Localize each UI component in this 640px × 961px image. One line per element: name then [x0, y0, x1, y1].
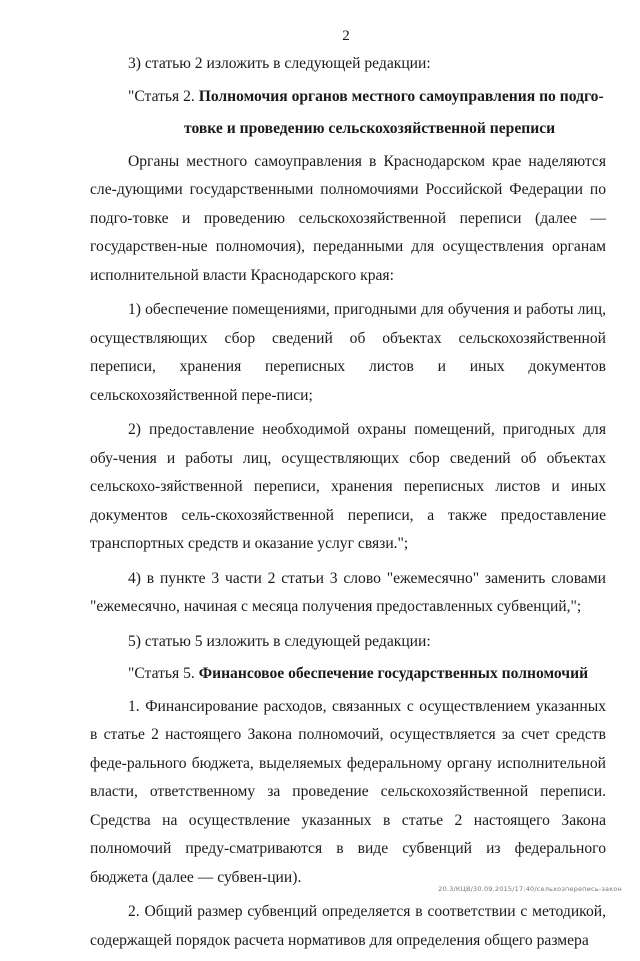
- article-5-prefix: "Статья 5.: [128, 665, 199, 682]
- paragraph-amendment-5: 5) статью 5 изложить в следующей редакции:: [128, 632, 431, 650]
- document-body: [90, 50, 606, 961]
- page-number: 2: [342, 28, 350, 44]
- list-item-2: 2) предоставление необходимой охраны помещений, пригодных для обу-чения и работы лиц, осуществляющих сбор сведений об объектах сельскохо-зяйственной переписи, хранения переписных листов и иных документов сель-скохозяйственной переписи, а также предоставление транспортных средств и оказание услуг связи.";: [90, 421, 606, 552]
- paragraph-amendment-4: 4) в пункте 3 части 2 статьи 3 слово "ежемесячно" заменить словами "ежемесячно, начиная с месяца получения предоставленных субвенций,";: [90, 569, 606, 615]
- article-2-title-line2: товке и проведению сельскохозяйственной переписи: [184, 120, 556, 137]
- article-2-title-line1: Полномочия органов местного самоуправления по подго-: [198, 87, 604, 105]
- article-2-prefix: "Статья 2.: [128, 87, 199, 105]
- paragraph-article-5-part-1: 1. Финансирование расходов, связанных с осуществлением указанных в статье 2 настоящего Закона полномочий, осуществляется за счет средств феде-рального бюджета, выделяемых федеральному органу исполнительной власти, ответственному за проведение сельскохозяйственной переписи. Средства на осуществление указанных в статье 2 настоящего Закона полномочий преду-сматриваются в виде субвенций из федерального бюджета (далее — субвен-ции).: [90, 697, 606, 886]
- paragraph-article-5-part-2: 2. Общий размер субвенций определяется в соответствии с методикой, содержащей порядок расчета нормативов для определения общего размера: [90, 903, 606, 949]
- article-2-heading: [90, 83, 606, 112]
- list-item-1: 1) обеспечение помещениями, пригодными для обучения и работы лиц, осуществляющих сбор сведений об объектах сельскохозяйственной переписи, хранения переписных листов и иных документов сельскохозяйственной пере-писи;: [90, 301, 606, 404]
- article-5-title: Финансовое обеспечение государственных полномочий: [198, 665, 589, 682]
- paragraph-article-2-intro: Органы местного самоуправления в Краснодарском крае наделяются сле-дующими государственными полномочиями Российской Федерации по подго-товке и проведению сельскохозяйственной переписи (далее — государствен-ные полномочия), переданными для осуществления органам исполнительной власти Краснодарского края:: [90, 152, 606, 284]
- paragraph-amendment-3: 3) статью 2 изложить в следующей редакции:: [128, 55, 431, 72]
- article-5-heading: [90, 660, 606, 689]
- document-footer-code: 20.3/КЦВ/30.09.2015/17:40/сельхозперепись-закон: [438, 885, 622, 893]
